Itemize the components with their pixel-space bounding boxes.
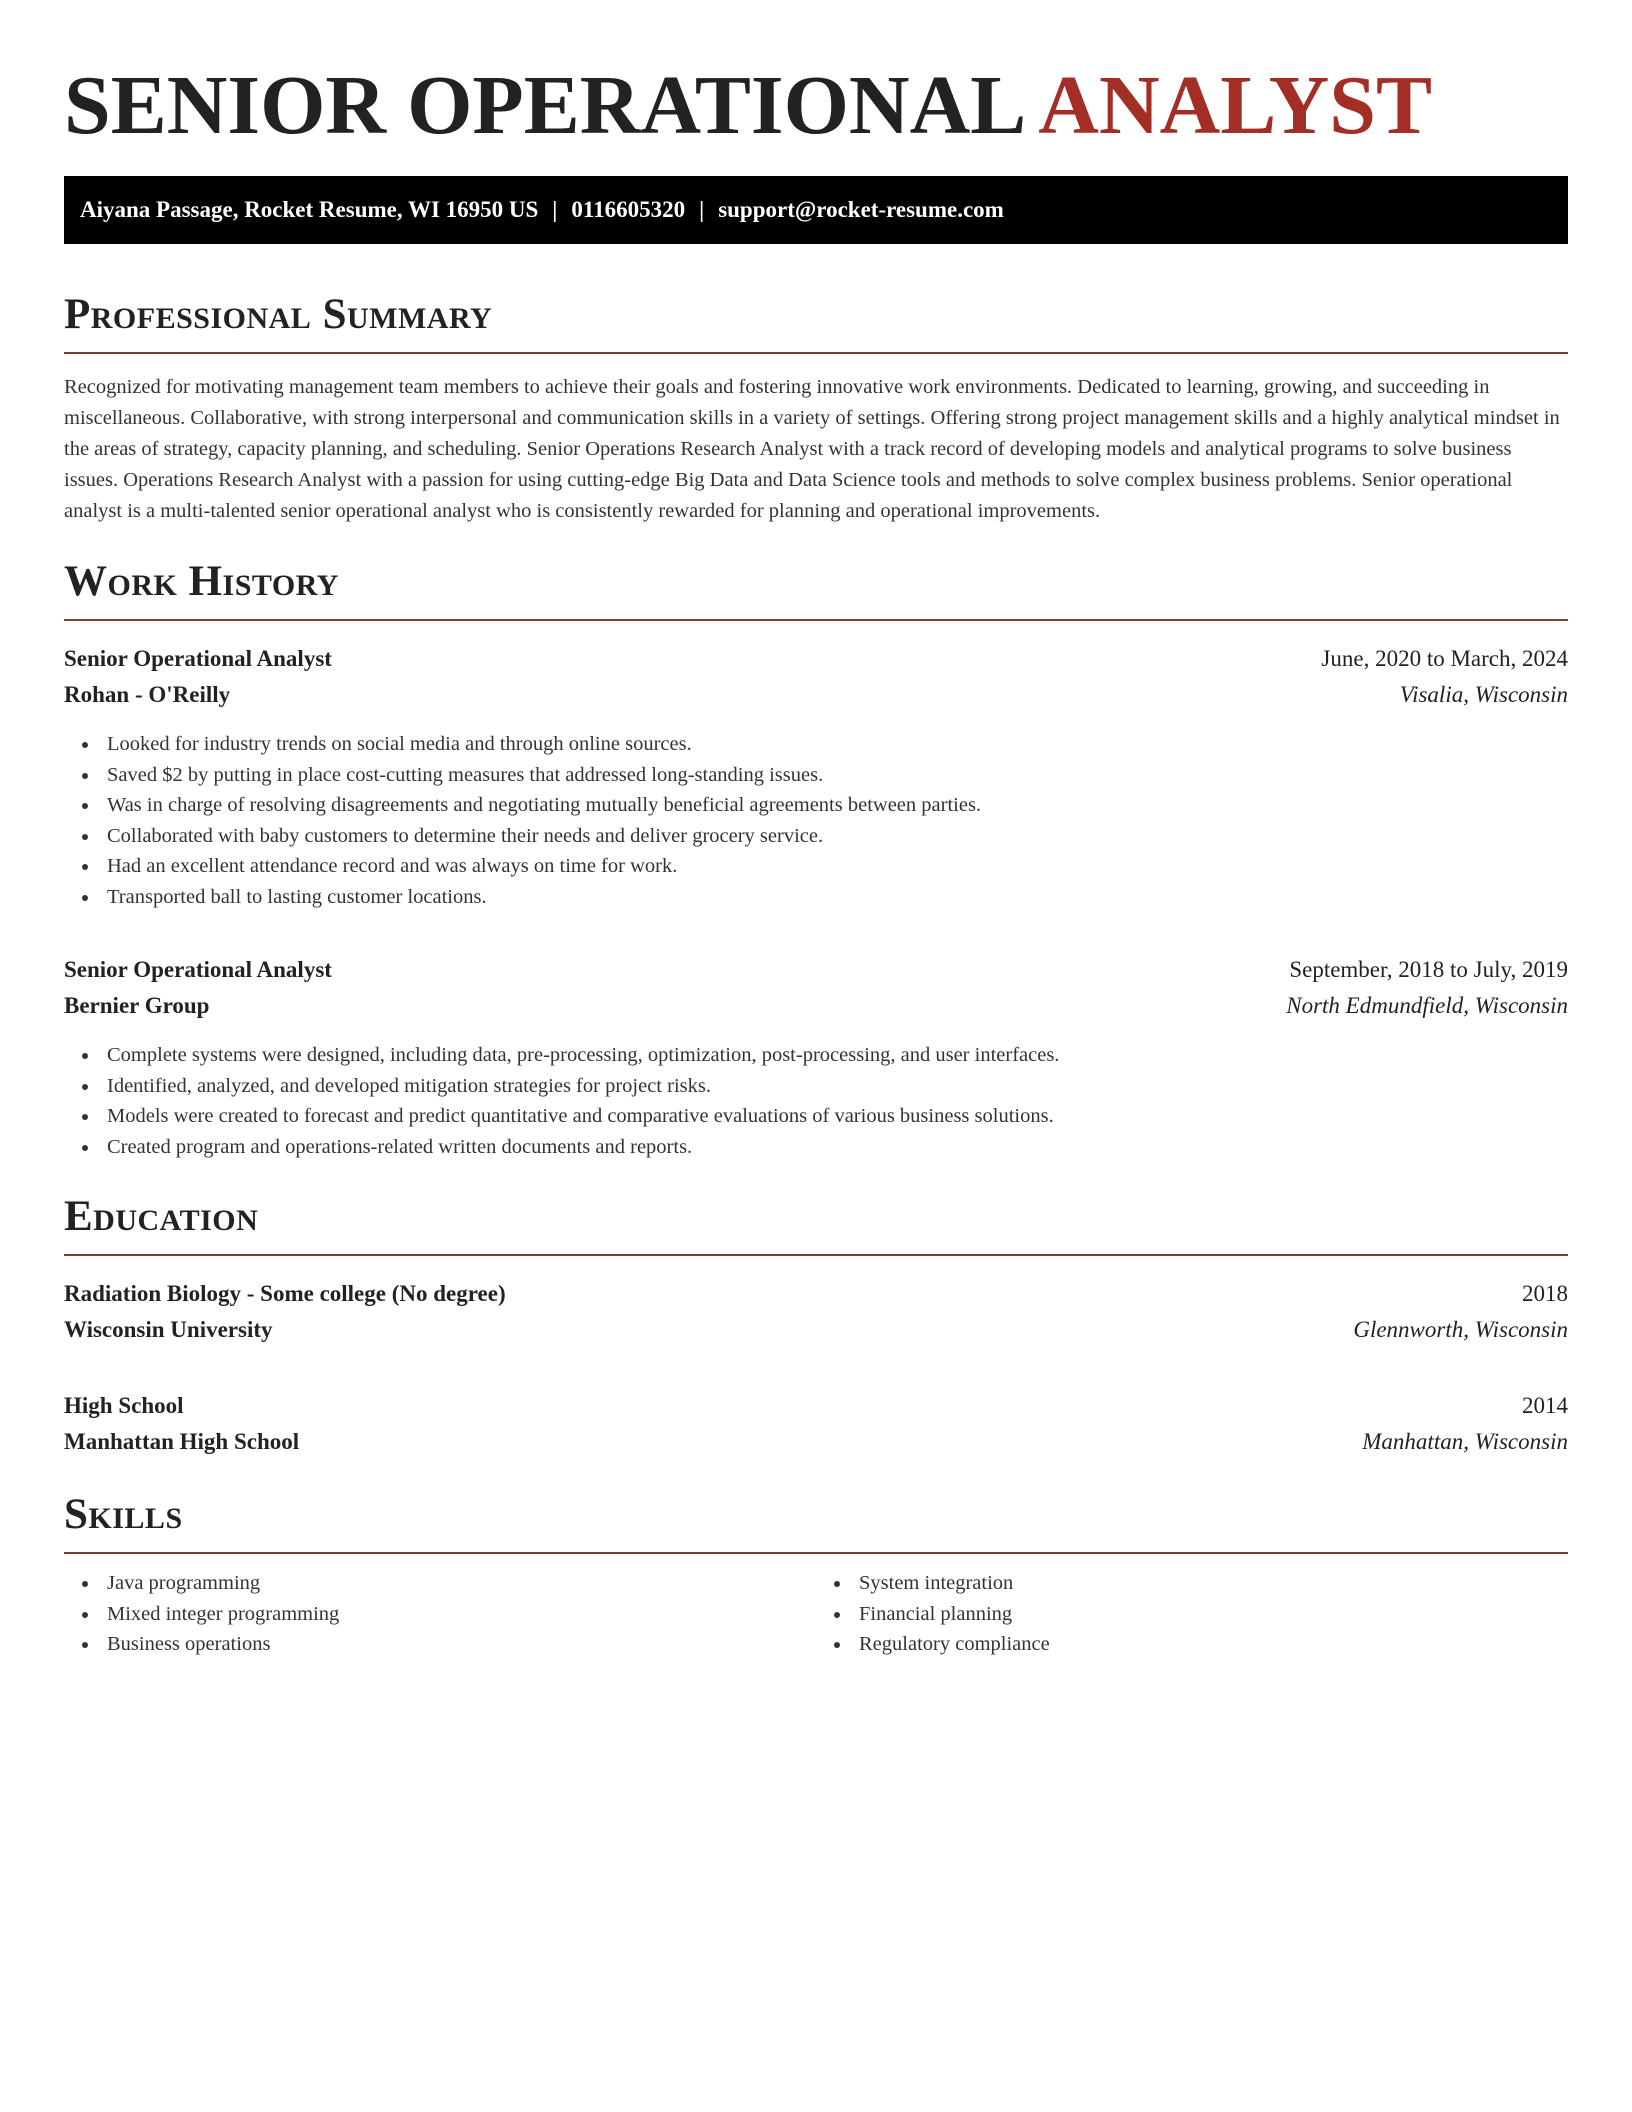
job-title-row [64, 952, 1568, 988]
contact-address: Aiyana Passage, Rocket Resume, WI 16950 US [80, 197, 539, 222]
education-year: 2014 [1522, 1393, 1568, 1418]
contact-separator: | [552, 197, 558, 222]
education-degree: High School [64, 1393, 184, 1418]
resume-title-accent: ANALYST [1038, 59, 1432, 152]
list-item: Complete systems were designed, including data, pre-processing, optimization, post-processing, and user interfaces. [107, 1040, 1568, 1071]
education-degree: Radiation Biology - Some college (No degree) [64, 1281, 506, 1306]
list-item: Collaborated with baby customers to determine their needs and deliver grocery service. [107, 821, 1568, 852]
education-section [64, 1192, 1568, 1460]
job-bullets [64, 729, 1568, 912]
education-entry [64, 1388, 1568, 1460]
job-company: Rohan - O'Reilly [64, 682, 231, 707]
education-year: 2018 [1522, 1281, 1568, 1306]
education-location: Manhattan, Wisconsin [1362, 1429, 1568, 1454]
education-location: Glennworth, Wisconsin [1353, 1317, 1568, 1342]
skill-item: Regulatory compliance [859, 1629, 1568, 1660]
skill-item: Financial planning [859, 1599, 1568, 1630]
skills-grid [64, 1568, 1568, 1660]
education-school-row [64, 1312, 1568, 1348]
skills-heading: Skills [64, 1490, 1568, 1554]
job-location: North Edmundfield, Wisconsin [1286, 993, 1568, 1018]
contact-bar [64, 176, 1568, 244]
job-dates: September, 2018 to July, 2019 [1289, 957, 1568, 982]
work-history-heading: Work History [64, 557, 1568, 621]
education-entry [64, 1276, 1568, 1348]
skills-column-right [816, 1568, 1568, 1660]
job-company: Bernier Group [64, 993, 210, 1018]
job-location: Visalia, Wisconsin [1399, 682, 1568, 707]
education-heading: Education [64, 1192, 1568, 1256]
contact-separator: | [699, 197, 705, 222]
list-item: Identified, analyzed, and developed mitigation strategies for project risks. [107, 1071, 1568, 1102]
education-degree-row [64, 1276, 1568, 1312]
list-item: Saved $2 by putting in place cost-cutting measures that addressed long-standing issues. [107, 760, 1568, 791]
skill-item: Java programming [107, 1568, 816, 1599]
resume-title [64, 56, 1568, 156]
education-school: Manhattan High School [64, 1429, 300, 1454]
list-item: Transported ball to lasting customer locations. [107, 882, 1568, 913]
summary-section [64, 290, 1568, 527]
list-item: Created program and operations-related written documents and reports. [107, 1132, 1568, 1163]
job-entry [64, 952, 1568, 1162]
skill-item: Mixed integer programming [107, 1599, 816, 1630]
job-title-row [64, 641, 1568, 677]
summary-heading: Professional Summary [64, 290, 1568, 354]
job-title: Senior Operational Analyst [64, 646, 332, 671]
list-item: Had an excellent attendance record and was always on time for work. [107, 851, 1568, 882]
resume-title-first: SENIOR OPERATIONAL [64, 59, 1027, 152]
work-history-section [64, 557, 1568, 1162]
job-company-row [64, 677, 1568, 713]
job-company-row [64, 988, 1568, 1024]
skill-item: Business operations [107, 1629, 816, 1660]
summary-text: Recognized for motivating management team members to achieve their goals and fostering innovative work environments. Dedicated to learning, growing, and succeeding in miscellaneous. Collaborative, with strong interpersonal and communication skills in a variety of settings. Offering strong project management skills and a highly analytical mindset in the areas of strategy, capacity planning, and scheduling. Senior Operations Research Analyst with a track record of developing models and analytical programs to solve business issues. Operations Research Analyst with a passion for using cutting-edge Big Data and Data Science tools and methods to solve complex business problems. Senior operational analyst is a multi-talented senior operational analyst who is consistently rewarded for planning and operational improvements. [64, 376, 1560, 522]
list-item: Was in charge of resolving disagreements and negotiating mutually beneficial agreements between parties. [107, 790, 1568, 821]
job-title: Senior Operational Analyst [64, 957, 332, 982]
skills-column-left [64, 1568, 816, 1660]
contact-phone: 0116605320 [571, 197, 686, 222]
education-degree-row [64, 1388, 1568, 1424]
job-bullets [64, 1040, 1568, 1162]
job-dates: June, 2020 to March, 2024 [1321, 646, 1568, 671]
skill-item: System integration [859, 1568, 1568, 1599]
list-item: Looked for industry trends on social media and through online sources. [107, 729, 1568, 760]
list-item: Models were created to forecast and predict quantitative and comparative evaluations of various business solutions. [107, 1101, 1568, 1132]
education-school-row [64, 1424, 1568, 1460]
contact-email: support@rocket-resume.com [718, 197, 1004, 222]
job-entry [64, 641, 1568, 912]
education-school: Wisconsin University [64, 1317, 273, 1342]
skills-section [64, 1490, 1568, 1660]
